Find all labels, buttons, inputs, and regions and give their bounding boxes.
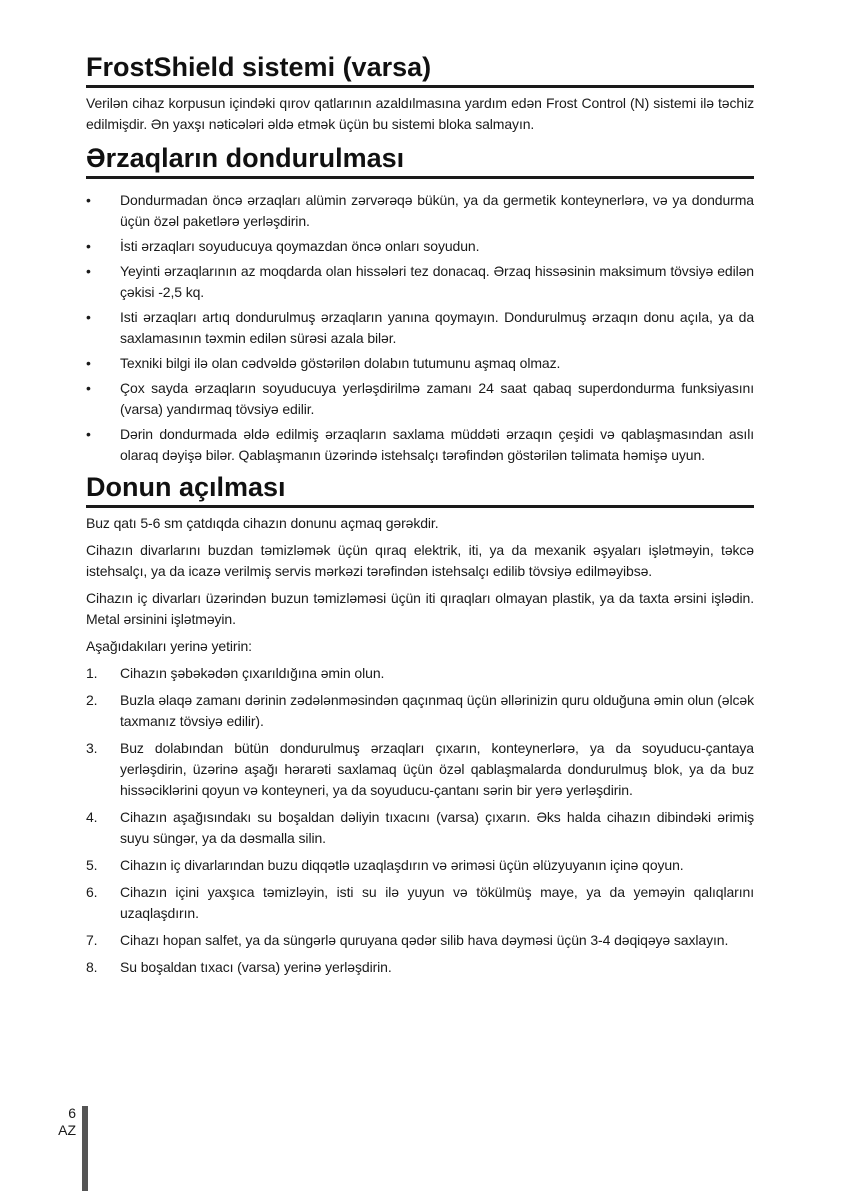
step-number: 5. [86, 857, 98, 873]
step-text: Buz dolabından bütün dondurulmuş ərzaqları çıxarın, konteynerlərə, ya da soyuducu-çantaya yerləşdirin, üzərinə aşağı hərarəti saxlamaq üçün özəl qablaşmalarda dondurulmuş blok, ya da buz hissəciklərini qoyun və konteyneri, ya da soyuducu-çantanı sərin bir yerə yerləşdirin. [120, 740, 754, 798]
page-number: 6 [68, 1105, 76, 1121]
bullet-icon: • [86, 355, 91, 371]
step-item [86, 738, 754, 801]
defrost-steps-list [86, 663, 754, 978]
list-item-text: İsti ərzaqları soyuducuya qoymazdan öncə onları soyudun. [120, 238, 480, 254]
language-code: AZ [58, 1122, 76, 1138]
step-text: Cihazın şəbəkədən çıxarıldığına əmin olun. [120, 665, 385, 681]
bullet-icon: • [86, 380, 91, 396]
defrost-paragraph: Aşağıdakıları yerinə yetirin: [86, 638, 252, 654]
list-item-text: Dərin dondurmada əldə edilmiş ərzaqların saxlama müddəti ərzaqın çeşidi və qablaşmasından asılı olaraq dəyişə bilər. Qablaşmanın üzərində istehsalçı tərəfindən göstərilən təlimata həmişə uyun. [120, 426, 754, 463]
step-number: 7. [86, 932, 98, 948]
step-number: 4. [86, 809, 98, 825]
freezing-bullet-list [86, 190, 754, 466]
step-item [86, 663, 754, 684]
bullet-icon: • [86, 192, 91, 208]
section-freezing [86, 141, 754, 466]
list-item [86, 236, 754, 257]
frostshield-paragraph: Verilən cihaz korpusun içindəki qırov qatlarının azaldılmasına yardım edən Frost Control (N) sistemi ilə təchiz edilmişdir. Ən yaxşı nəticələri əldə etmək üçün bu sistemi bloka salmayın. [86, 95, 754, 132]
step-number: 3. [86, 740, 98, 756]
section-heading-freezing: Ərzaqların dondurulması [86, 141, 754, 179]
page-content [86, 50, 754, 984]
step-item [86, 855, 754, 876]
section-heading-frostshield: FrostShield sistemi (varsa) [86, 50, 754, 88]
list-item-text: Dondurmadan öncə ərzaqları alümin zərvərəqə bükün, ya da germetik konteynerlərə, və ya dondurma üçün özəl paketlərə yerləşdirin. [120, 192, 754, 229]
list-item-text: Isti ərzaqları artıq dondurulmuş ərzaqların yanına qoymayın. Dondurulmuş ərzaqın donu açıla, ya da saxlamasının təxmin edilən sürəsi azala bilər. [120, 309, 754, 346]
defrost-paragraph: Buz qatı 5-6 sm çatdıqda cihazın donunu açmaq gərəkdir. [86, 515, 439, 531]
step-text: Cihazın iç divarlarından buzu diqqətlə uzaqlaşdırın və əriməsi üçün əlüzyuyanın içinə qoyun. [120, 857, 684, 873]
bullet-icon: • [86, 263, 91, 279]
step-item [86, 807, 754, 849]
step-text: Cihazın aşağısındakı su boşaldan dəliyin tıxacını (varsa) çıxarın. Əks halda cihazın dibindəki ərimiş suyu süngər, ya da dəsmalla silin. [120, 809, 754, 846]
side-margin-bar [82, 1106, 88, 1191]
bullet-icon: • [86, 309, 91, 325]
defrost-paragraph: Cihazın iç divarları üzərindən buzun təmizləməsi üçün iti qıraqları olmayan plastik, ya da taxta ərsini işlədin. Metal ərsinini işlətməyin. [86, 590, 754, 627]
list-item [86, 190, 754, 232]
step-number: 1. [86, 665, 98, 681]
section-defrosting [86, 470, 754, 978]
step-item [86, 690, 754, 732]
list-item [86, 353, 754, 374]
defrost-paragraph: Cihazın divarlarını buzdan təmizləmək üçün qıraq elektrik, iti, ya da mexanik əşyaları işlətməyin, təkcə istehsalçı, ya da icazə verilmiş servis mərkəzi tərəfindən istehsalçı edilib tövsiyə edilməyibsə. [86, 542, 754, 579]
section-heading-defrosting: Donun açılması [86, 470, 754, 508]
page-footer [52, 1105, 76, 1139]
step-item [86, 882, 754, 924]
step-number: 8. [86, 959, 98, 975]
step-text: Cihazı hopan salfet, ya da süngərlə quruyana qədər silib hava dəyməsi üçün 3-4 dəqiqəyə saxlayın. [120, 932, 729, 948]
list-item-text: Yeyinti ərzaqlarının az moqdarda olan hissələri tez donacaq. Ərzaq hissəsinin maksimum tövsiyə edilən çəkisi -2,5 kq. [120, 263, 754, 300]
list-item [86, 261, 754, 303]
list-item-text: Çox sayda ərzaqların soyuducuya yerləşdirilmə zamanı 24 saat qabaq superdondurma funksiyasını (varsa) yandırmaq tövsiyə edilir. [120, 380, 754, 417]
list-item [86, 424, 754, 466]
step-number: 2. [86, 692, 98, 708]
list-item [86, 378, 754, 420]
bullet-icon: • [86, 238, 91, 254]
step-item [86, 930, 754, 951]
step-item [86, 957, 754, 978]
step-text: Su boşaldan tıxacı (varsa) yerinə yerləşdirin. [120, 959, 392, 975]
step-text: Buzla əlaqə zamanı dərinin zədələnməsindən qaçınmaq üçün əllərinizin quru olduğuna əmin olun (əlcək taxmanız tövsiyə edilir). [120, 692, 754, 729]
list-item-text: Texniki bilgi ilə olan cədvəldə göstərilən dolabın tutumunu aşmaq olmaz. [120, 355, 561, 371]
step-text: Cihazın içini yaxşıca təmizləyin, isti su ilə yuyun və tökülmüş maye, ya da yeməyin qalıqlarını uzaqlaşdırın. [120, 884, 754, 921]
section-frostshield [86, 50, 754, 135]
step-number: 6. [86, 884, 98, 900]
bullet-icon: • [86, 426, 91, 442]
list-item [86, 307, 754, 349]
